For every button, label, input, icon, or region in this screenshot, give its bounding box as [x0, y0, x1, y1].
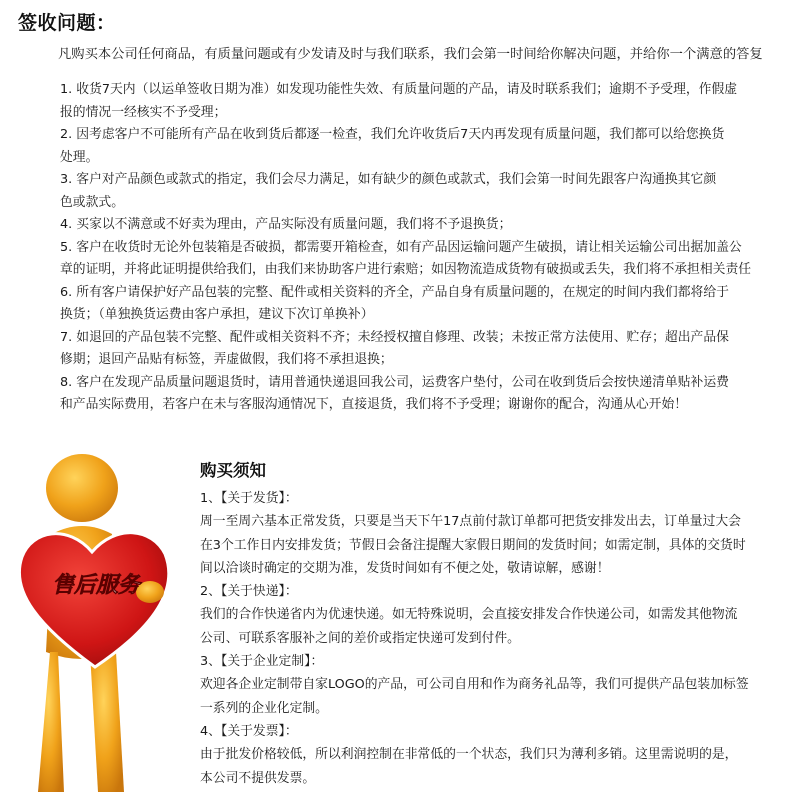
rule-line: 报的情况一经核实不予受理；: [60, 104, 227, 120]
rule-line: 5. 客户在收货时无论外包装箱是否破损，都需要开箱检查，如有产品因运输问题产生破损，请让相关运输公司出据加盖公: [60, 239, 742, 255]
section-heading-customization: 3、【关于企业定制】：: [200, 654, 324, 670]
receipt-rules: [60, 79, 800, 417]
notice-line: 周一至周六基本正常发货，只要是当天下午17点前付款订单都可把货安排发出去，订单量过大会: [200, 514, 741, 530]
notice-line: 本公司不提供发票。: [200, 770, 316, 786]
section-heading-shipping: 1、【关于发货】：: [200, 491, 298, 506]
rule-line: 色或款式。: [60, 194, 124, 210]
purchase-notice: [200, 487, 800, 790]
notice-line: 由于批发价格较低，所以利润控制在非常低的一个状态，我们只为薄利多销。这里需说明的是，: [200, 747, 738, 763]
figure-head: [46, 454, 118, 522]
rule-line: 章的证明，并将此证明提供给我们，由我们来协助客户进行索赔；如因物流造成货物有破损或丢失，我们将不承担相关责任: [60, 262, 752, 277]
notice-line: 欢迎各企业定制带自家LOGO的产品，可公司自用和作为商务礼品等，我们可提供产品包装加标签: [200, 677, 749, 693]
figure-leg-left: [38, 652, 64, 792]
notice-line: 在3个工作日内安排发货；节假日会备注提醒大家假日期间的发货时间；如需定制，具体的交货时: [200, 537, 746, 553]
rule-line: 1. 收货7天内（以运单签收日期为准）如发现功能性失效、有质量问题的产品，请及时联系我们；逾期不予受理，作假虚: [60, 82, 738, 97]
heart-label: 售后服务: [51, 572, 141, 598]
notice-line: 我们的合作快递省内为优速快递。如无特殊说明，会直接安排发合作快递公司，如需发其他物流: [200, 607, 738, 623]
notice-line: 公司、可联系客服补之间的差价或指定快递可发到付件。: [200, 630, 520, 646]
figure-hand: [136, 581, 164, 603]
rule-line: 2. 因考虑客户不可能所有产品在收到货后都逐一检查，我们允许收货后7天内再发现有质量问题，我们都可以给您换货: [60, 127, 725, 142]
rule-line: 换货；（单独换货运费由客户承担，建议下次订单换补）: [60, 307, 374, 322]
rule-line: 3. 客户对产品颜色或款式的指定，我们会尽力满足，如有缺少的颜色或款式，我们会第一时间先跟客户沟通换其它颜: [60, 172, 717, 187]
page-title: 签收问题：: [18, 12, 116, 34]
rule-line: 8. 客户在发现产品质量问题退货时，请用普通快递退回我公司，运费客户垫付，公司在收到货后会按快递清单贴补运费: [60, 374, 729, 390]
intro-text: 凡购买本公司任何商品，有质量问题或有少发请及时与我们联系，我们会第一时间给你解决问题，并给你一个满意的答复: [58, 47, 763, 62]
after-sales-figure: [0, 452, 205, 800]
section-heading-courier: 2、【关于快递】：: [200, 584, 298, 600]
notice-line: 间以洽谈时确定的交期为准，发货时间如有不便之处，敬请谅解，感谢！: [200, 560, 610, 576]
rule-line: 处理。: [60, 149, 99, 165]
rule-line: 4. 买家以不满意或不好卖为理由，产品实际没有质量问题，我们将不予退换货；: [60, 217, 512, 232]
notice-line: 一系列的企业化定制。: [200, 700, 328, 716]
rule-line: 7. 如退回的产品包装不完整、配件或相关资料不齐；未经授权擅自修理、改装；未按正常方法使用、贮存；超出产品保: [60, 329, 729, 345]
rule-line: 和产品实际费用，若客户在未与客服沟通情况下，直接退货，我们将不予受理；谢谢你的配合，沟通从心开始！: [60, 397, 688, 412]
purchase-notice-title: 购买须知: [200, 461, 266, 480]
figure-leg-right: [90, 652, 124, 792]
rule-line: 6. 所有客户请保护好产品包装的完整、配件或相关资料的齐全，产品自身有质量问题的，在规定的时间内我们都将给于: [60, 284, 729, 300]
section-heading-invoice: 4、【关于发票】：: [200, 723, 298, 739]
rule-line: 修期；退回产品贴有标签，弄虚做假，我们将不承担退换；: [60, 352, 393, 367]
